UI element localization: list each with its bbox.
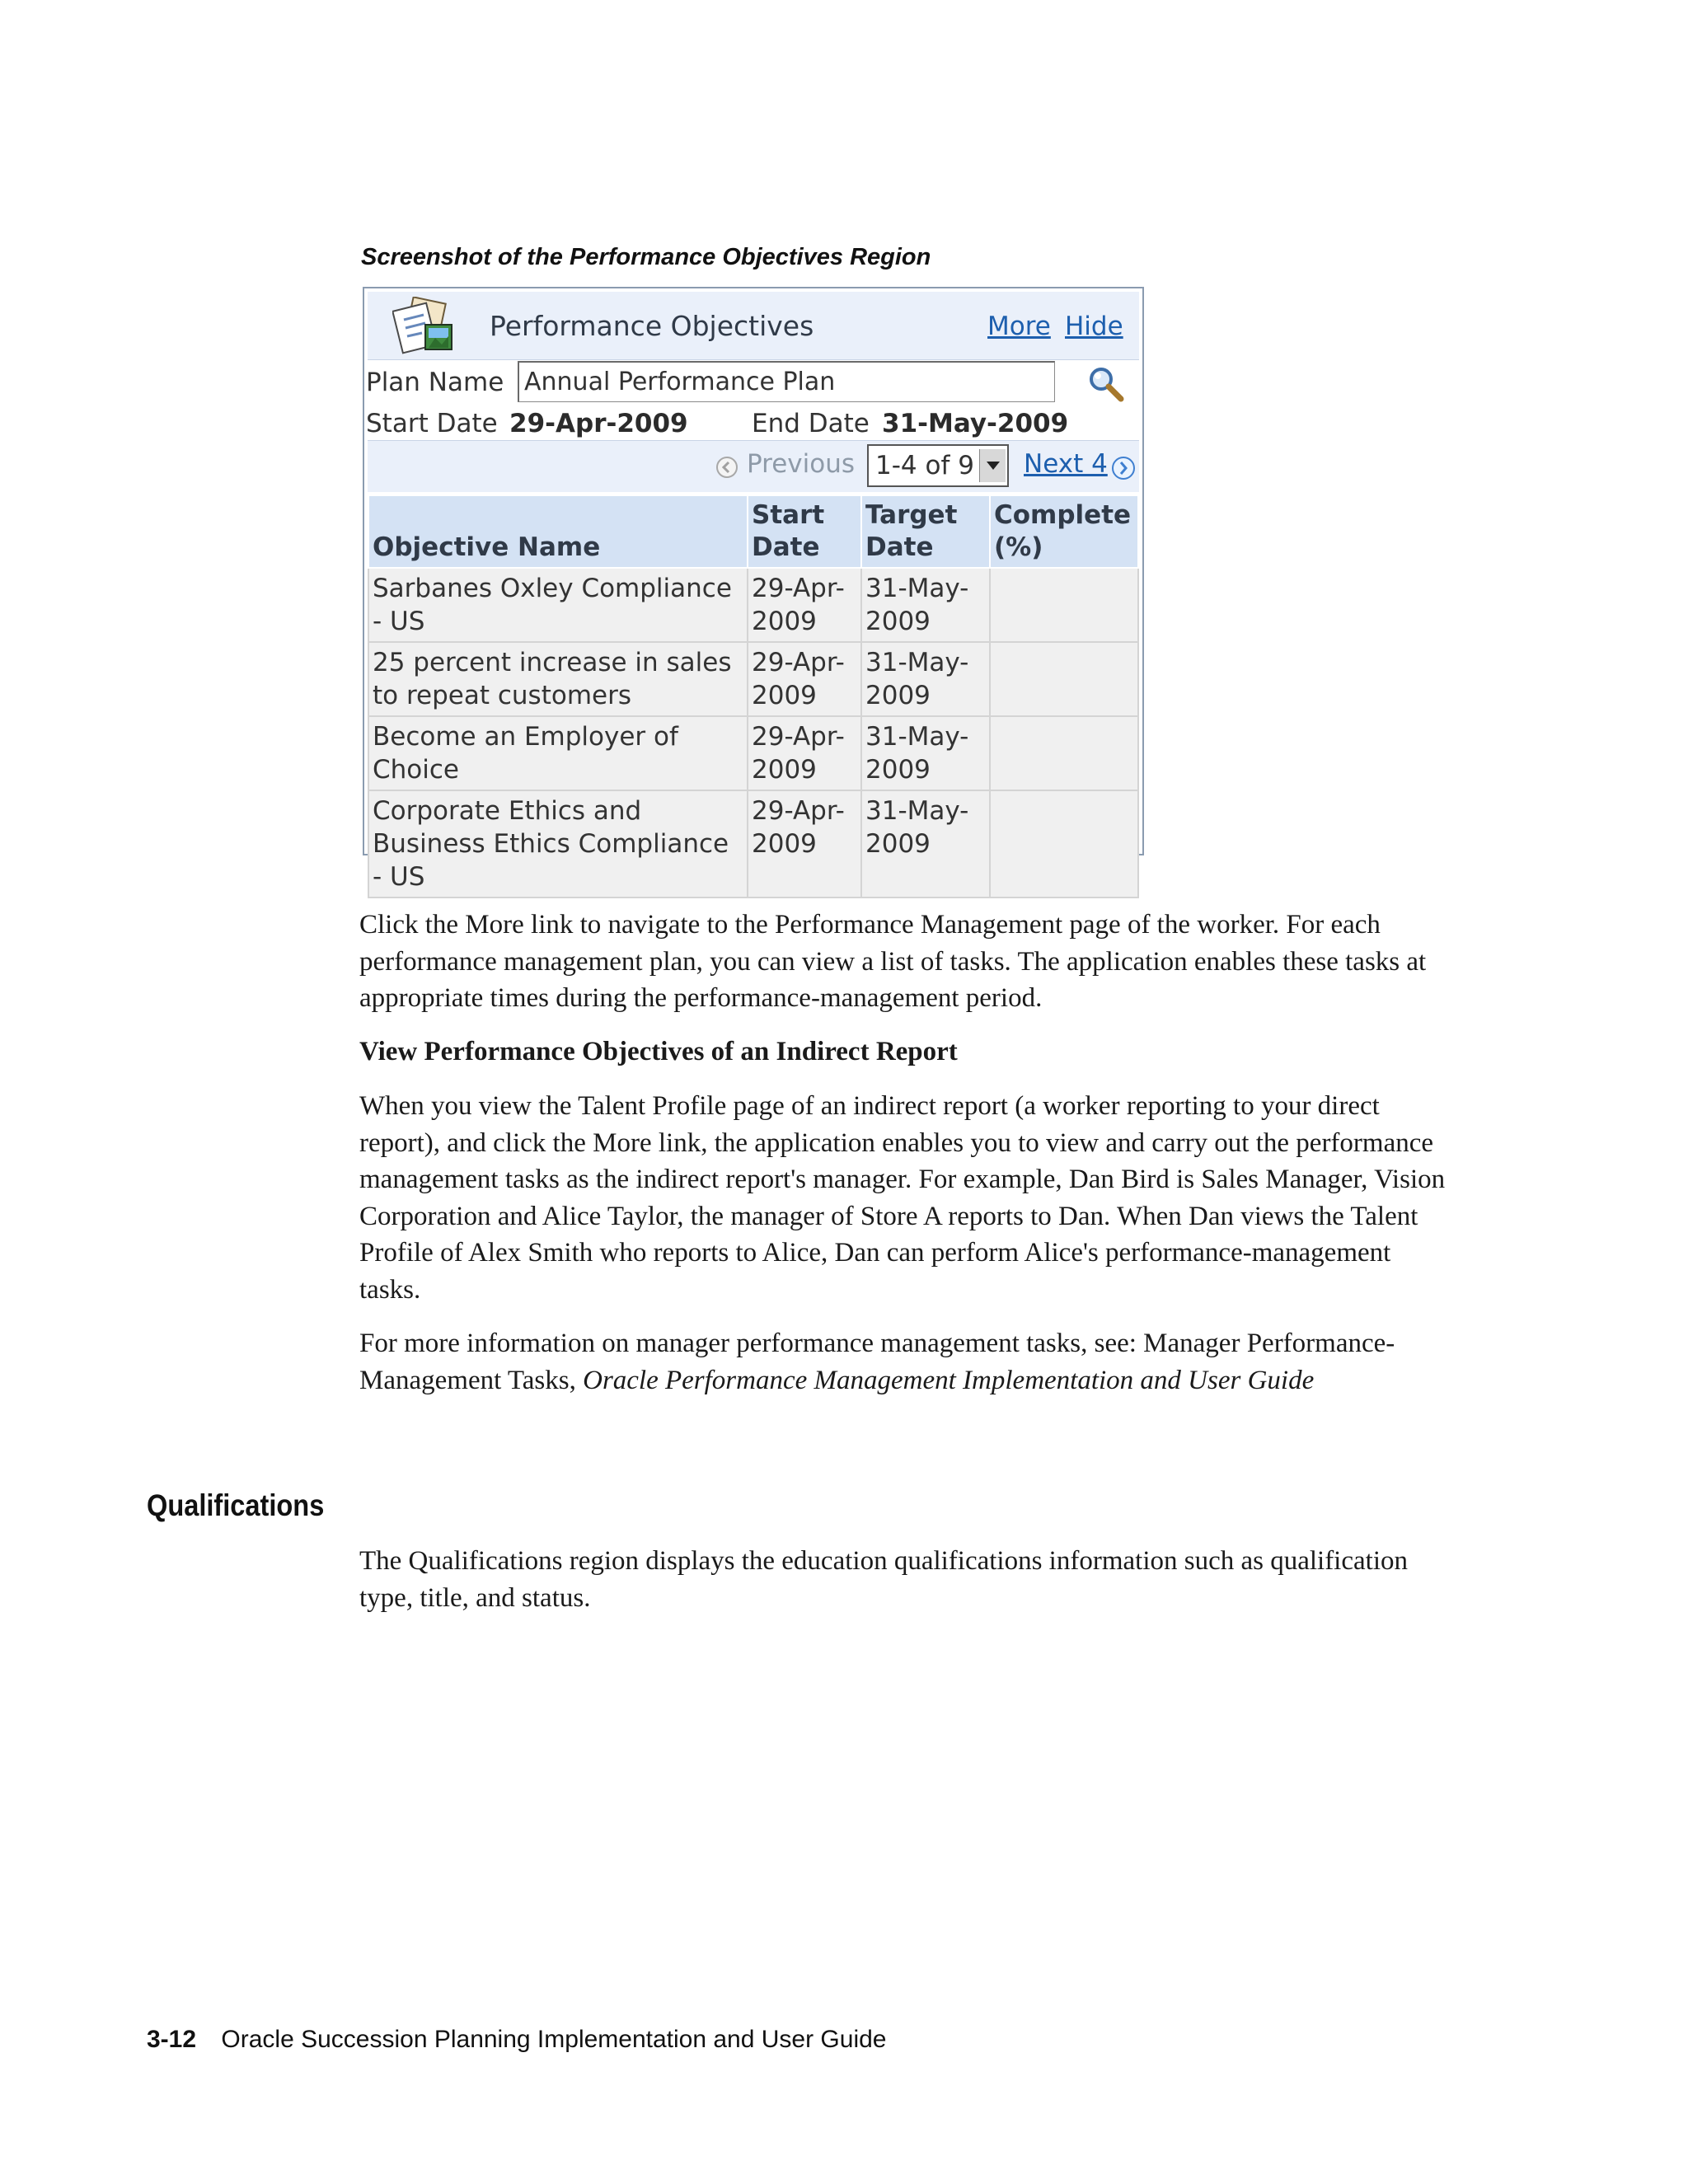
- col-header-start-date: Start Date: [748, 495, 861, 568]
- objective-name-cell: 25 percent increase in sales to repeat customers: [368, 642, 748, 716]
- objectives-table: [368, 494, 1139, 898]
- col-header-complete: Complete (%): [990, 495, 1138, 568]
- start-date-value: 29-Apr-2009: [509, 409, 688, 438]
- section-heading-qualifications: Qualifications: [147, 1488, 325, 1522]
- start-date-cell: 29-Apr-2009: [748, 642, 861, 716]
- region-header: [368, 292, 1139, 360]
- complete-cell: [990, 790, 1138, 898]
- paragraph-qualifications: The Qualifications region displays the education qualifications information such as qualification type, title, and status.: [359, 1546, 1408, 1613]
- plan-name-label: Plan Name: [366, 368, 504, 397]
- paragraph-indirect-report: When you view the Talent Profile page of an indirect report (a worker reporting to your direct report), and click the More link, the application enables you to view and carry out the performance management tasks as the indirect report's manager. For example, Dan Bird is Sales Manager, Vision Corporation and Alice Taylor, the manager of Store A reports to Dan. When Dan views the Talent Profile of Alex Smith who reports to Alice, Dan can perform Alice's performance-management tasks.: [359, 1091, 1446, 1305]
- paragraph-more-link: Click the More link to navigate to the Performance Management page of the worker. For each performance management plan, you can view a list of tasks. The application enables these tasks at appropriate times during the performance-management period.: [359, 910, 1427, 1013]
- complete-cell: [990, 642, 1138, 716]
- pagination-bar: [368, 440, 1139, 492]
- more-link[interactable]: More: [987, 312, 1051, 341]
- start-date-cell: 29-Apr-2009: [748, 790, 861, 898]
- end-date-value: 31-May-2009: [882, 409, 1069, 438]
- next-arrow-icon[interactable]: [1111, 456, 1136, 480]
- previous-link: Previous: [747, 449, 856, 479]
- search-icon[interactable]: [1086, 364, 1126, 404]
- performance-objectives-region: [363, 287, 1144, 892]
- target-date-cell: 31-May-2009: [861, 568, 990, 642]
- objective-name-cell: Corporate Ethics and Business Ethics Compliance - US: [368, 790, 748, 898]
- start-date-cell: 29-Apr-2009: [748, 568, 861, 642]
- previous-arrow-icon: [715, 456, 738, 479]
- complete-cell: [990, 716, 1138, 790]
- table-header-row: [368, 495, 1138, 568]
- target-date-cell: 31-May-2009: [861, 716, 990, 790]
- start-date-cell: 29-Apr-2009: [748, 716, 861, 790]
- end-date-label: End Date: [752, 409, 870, 438]
- next-link[interactable]: Next 4: [1024, 449, 1108, 479]
- complete-cell: [990, 568, 1138, 642]
- start-date-label: Start Date: [366, 409, 498, 438]
- target-date-cell: 31-May-2009: [861, 642, 990, 716]
- table-row: [368, 790, 1138, 898]
- figure-caption: Screenshot of the Performance Objectives Region: [361, 244, 931, 270]
- objective-name-cell: Become an Employer of Choice: [368, 716, 748, 790]
- range-select[interactable]: [867, 444, 1009, 487]
- col-header-objective-name: Objective Name: [368, 495, 748, 568]
- book-title: Oracle Succession Planning Implementation and User Guide: [221, 2026, 887, 2053]
- plan-name-input[interactable]: [518, 361, 1055, 402]
- reference-text: For more information on manager performance management tasks, see: Manager Performance-Management Tasks,: [359, 1329, 1395, 1395]
- chevron-down-icon[interactable]: [979, 449, 1006, 482]
- objectives-icon: [392, 297, 460, 356]
- table-row: [368, 642, 1138, 716]
- table-row: [368, 568, 1138, 642]
- col-header-target-date: Target Date: [861, 495, 990, 568]
- page-number: 3-12: [147, 2026, 197, 2053]
- subheading-indirect-report: View Performance Objectives of an Indirect Report: [359, 1037, 958, 1066]
- hide-link[interactable]: Hide: [1065, 312, 1123, 341]
- page-footer: [147, 2026, 887, 2054]
- range-select-value: 1-4 of 9: [875, 451, 974, 480]
- paragraph-more-information: [359, 1325, 1447, 1399]
- table-row: [368, 716, 1138, 790]
- target-date-cell: 31-May-2009: [861, 790, 990, 898]
- objective-name-cell: Sarbanes Oxley Compliance - US: [368, 568, 748, 642]
- region-title: Performance Objectives: [490, 310, 814, 342]
- book-reference: Oracle Performance Management Implementation and User Guide: [583, 1365, 1315, 1395]
